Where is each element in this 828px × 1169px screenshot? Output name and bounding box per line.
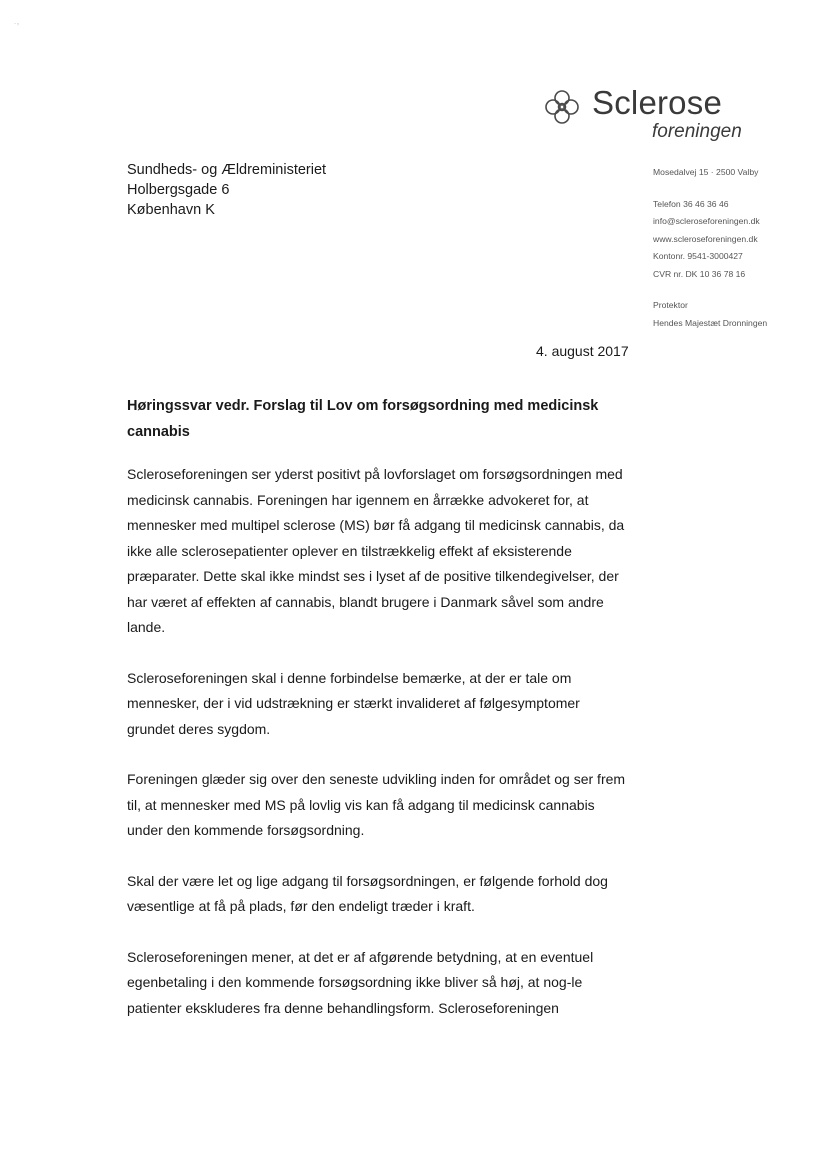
logo-wordmark-main: Sclerose	[592, 84, 722, 121]
sender-email: info@scleroseforeningen.dk	[653, 216, 760, 226]
logo-wordmark-sub: foreningen	[652, 121, 742, 142]
letter-body	[127, 462, 627, 1021]
sender-address: Mosedalvej 15 · 2500 Valby	[653, 167, 759, 177]
sclerose-logo-icon	[542, 87, 582, 127]
protector-label: Protektor	[653, 300, 688, 310]
recipient-address	[127, 160, 326, 220]
recipient-name: Sundheds- og Ældreministeriet	[127, 162, 327, 178]
protector-name: Hendes Majestæt Dronningen	[653, 317, 768, 328]
sender-account: Kontonr. 9541-3000427	[653, 251, 743, 261]
sender-cvr: CVR nr. DK 10 36 78 16	[653, 268, 746, 279]
sender-phone: Telefon 36 46 36 46	[653, 198, 729, 209]
sender-contact-block	[653, 164, 767, 332]
recipient-street: Holbergsgade 6	[127, 182, 230, 198]
body-paragraph-3: Foreningen glæder sig over den seneste udvikling inden for området og ser frem til, at mennesker med MS på lovlig vis kan få adgang til medicinsk cannabis under den kommende forsøgsordning.	[127, 771, 626, 838]
letter-title: Høringssvar vedr. Forslag til Lov om forsøgsordning med medicinsk cannabis	[127, 398, 599, 440]
organization-logo	[542, 84, 762, 144]
recipient-city: København K	[127, 202, 215, 218]
body-paragraph-1: Scleroseforeningen ser yderst positivt på lovforslaget om forsøgsordningen med medicinsk cannabis. Foreningen har igennem en årrække advokeret for, at mennesker med multipel sclerose (MS) bør få adgang til medicinsk cannabis, da ikke alle sclerosepatienter oplever en tilstrækkelig effekt af eksisterende præparater. Dette skal ikke mindst ses i lyset af de positive tilkendegivelser, der har været af effekten af cannabis, blandt brugere i Danmark såvel som andre lande.	[127, 466, 625, 635]
body-paragraph-2: Scleroseforeningen skal i denne forbindelse bemærke, at der er tale om mennesker, der i vid udstrækning er stærkt invalideret af følgesymptomer grundet deres sygdom.	[127, 669, 580, 737]
body-paragraph-5: Scleroseforeningen mener, at det er af afgørende betydning, at en eventuel egenbetaling i den kommende forsøgsordning ikke bliver så høj, at nog-le patienter ekskluderes fra denne behandlingsform. Scleroseforeningen	[127, 948, 594, 1016]
body-paragraph-4: Skal der være let og lige adgang til forsøgsordningen, er følgende forhold dog væsentlige at få på plads, før den endeligt træder i kraft.	[127, 872, 608, 914]
letter-date: 4. august 2017	[536, 343, 629, 359]
scan-mark: ˙ʼ	[14, 22, 19, 32]
sender-website: www.scleroseforeningen.dk	[653, 233, 758, 244]
